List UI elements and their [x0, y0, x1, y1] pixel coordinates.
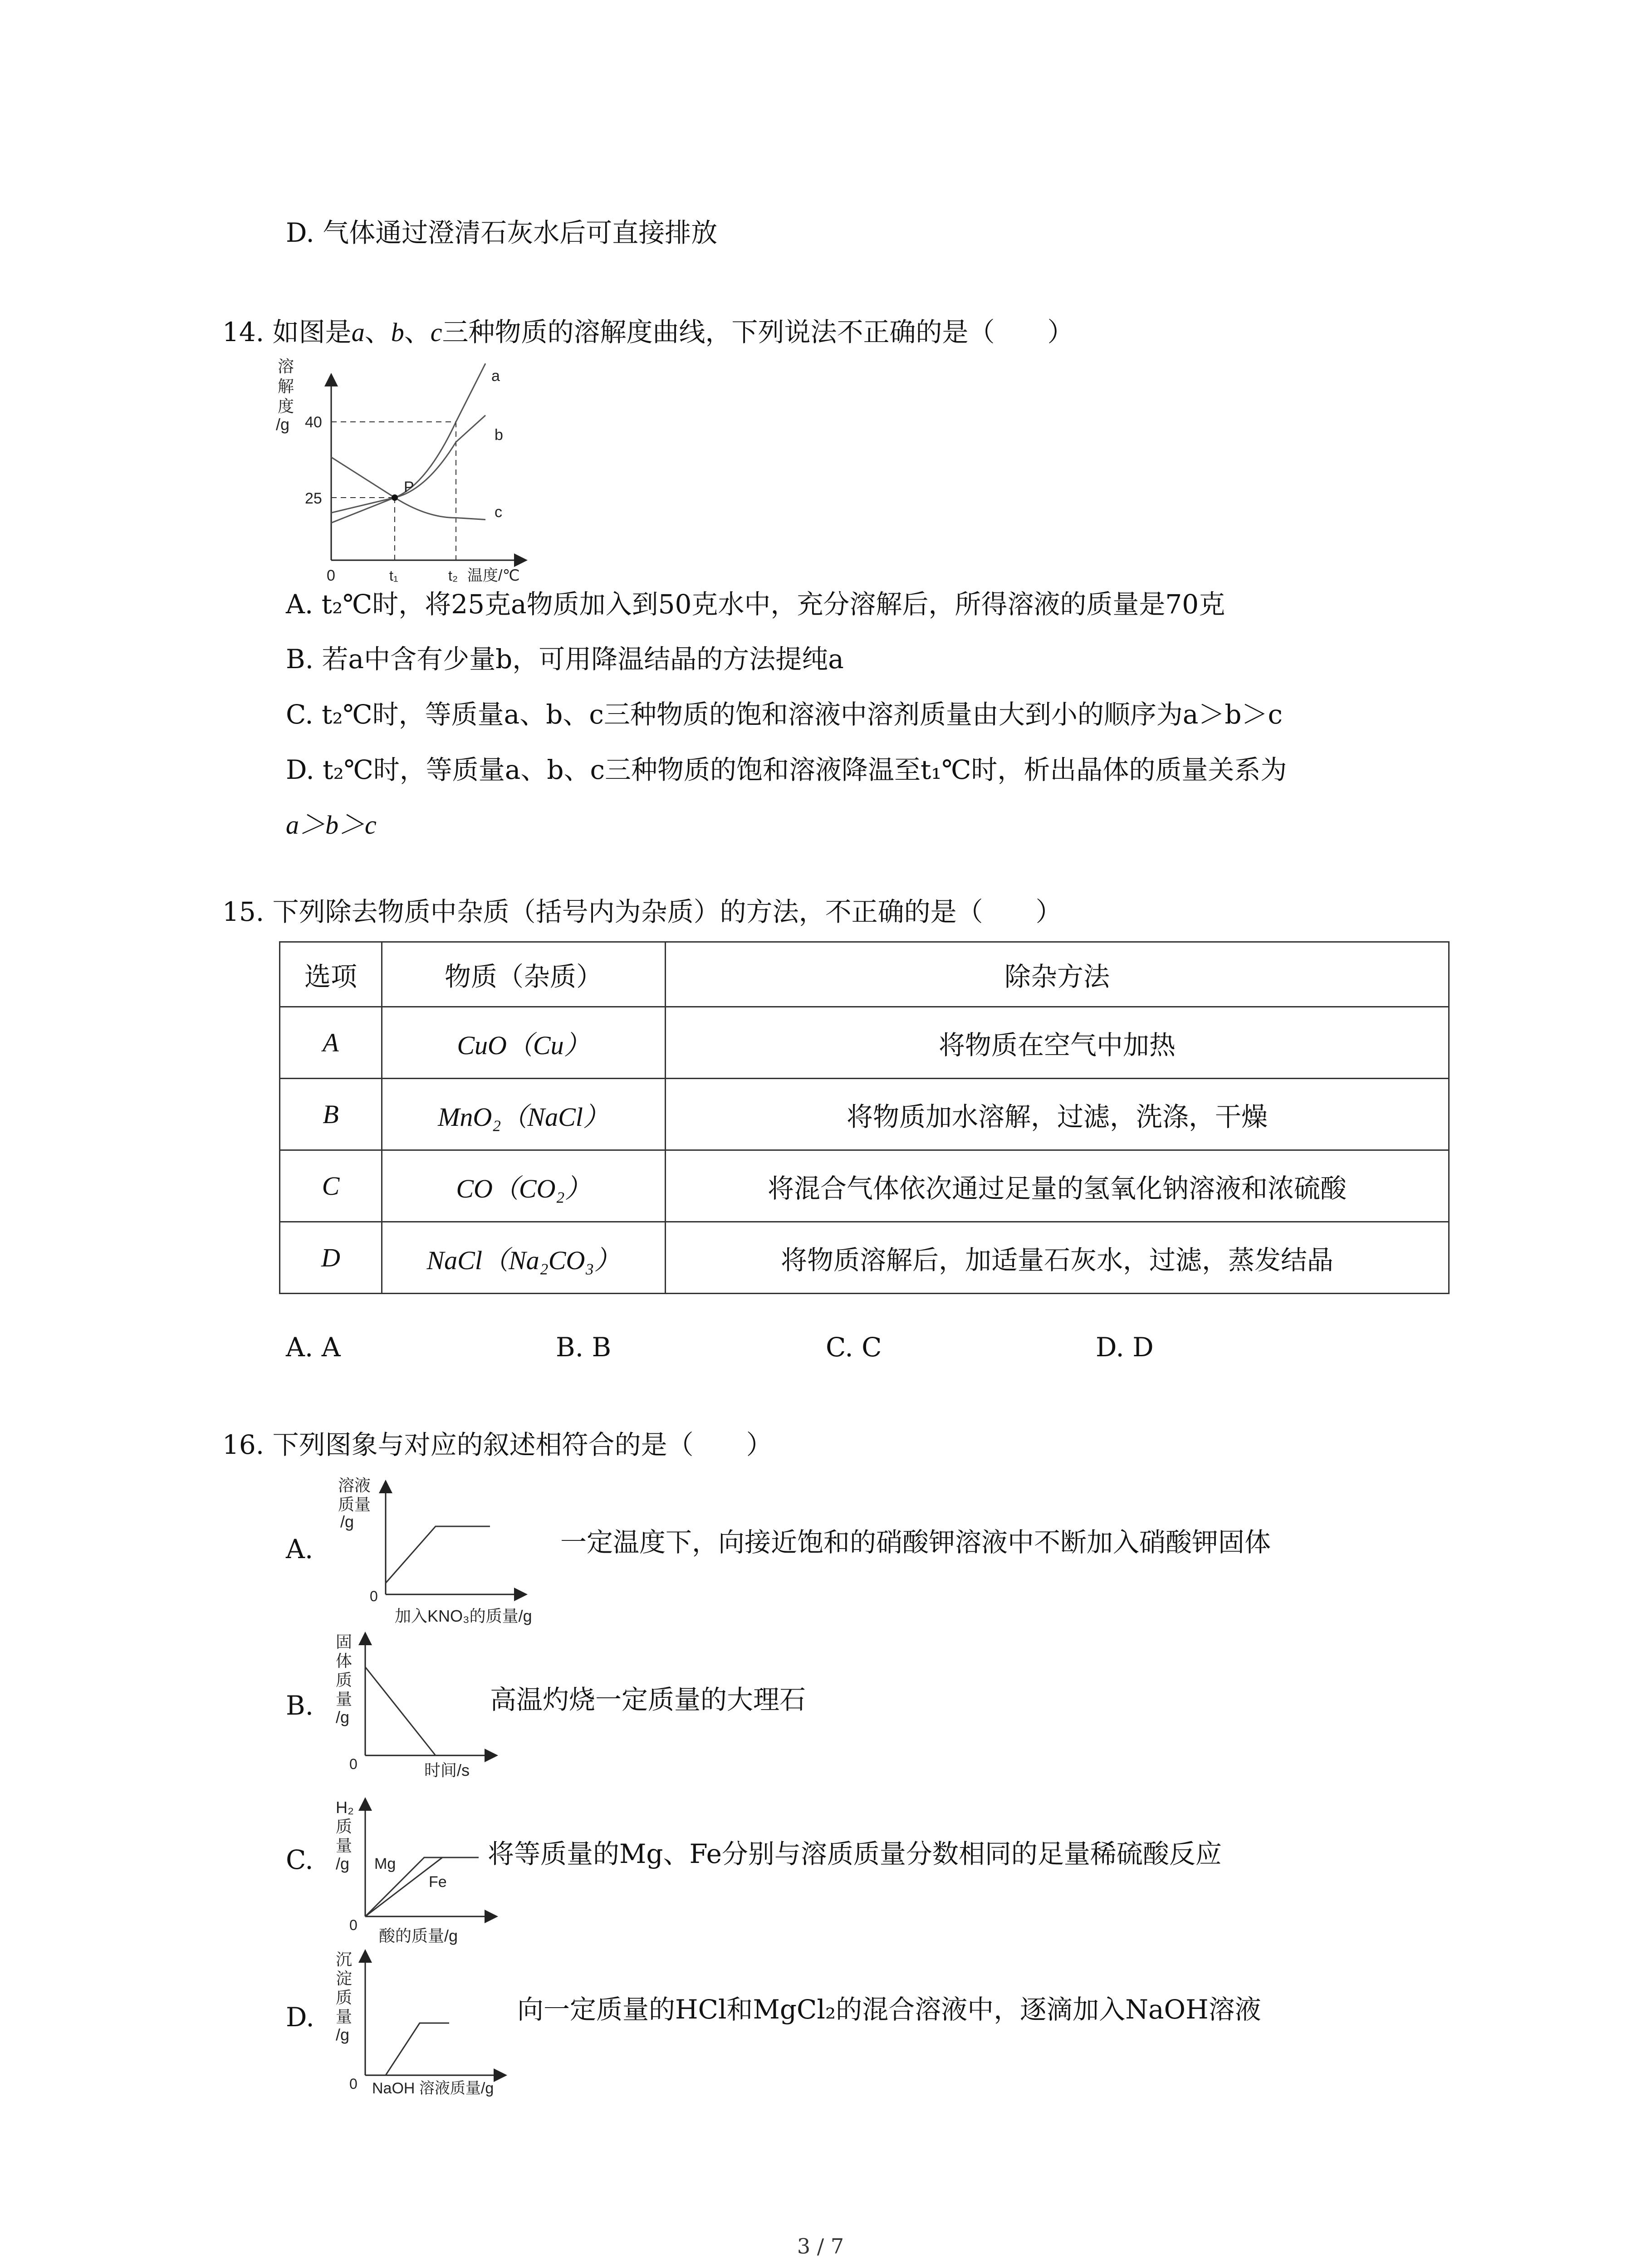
- q14-option-a: A. t₂℃时，将25克a物质加入到50克水中，充分溶解后，所得溶液的质量是70克: [286, 589, 1225, 620]
- q16-b-ylabel: 固体质量/g: [336, 1633, 353, 1726]
- q15-answer-c: C. C: [826, 1332, 882, 1363]
- q15-cell-substance: CuO（Cu）: [382, 1007, 666, 1079]
- q14-series-label-c: c: [495, 503, 502, 521]
- q16-a-origin: 0: [370, 1588, 378, 1604]
- q15-cell-method: 将物质在空气中加热: [666, 1007, 1449, 1079]
- q16-option-a-label: A.: [286, 1534, 314, 1564]
- q16-option-d-label: D.: [286, 2002, 314, 2033]
- q15-cell-substance: NaCl（Na₂CO₃）: [382, 1222, 666, 1294]
- q16-option-d-text: 向一定质量的HCl和MgCl₂的混合溶液中，逐滴加入NaOH溶液: [517, 1994, 1261, 2025]
- q15-cell-option: B: [280, 1079, 382, 1150]
- q14-point-p-label: P: [404, 479, 414, 496]
- q14-curve-a: [331, 363, 485, 523]
- q15-row-c: [280, 1150, 1449, 1222]
- q14-stem: 14. 如图是a、b、c三种物质的溶解度曲线，下列说法不正确的是（ ）: [222, 317, 1074, 347]
- q14-option-d-cont: a＞b＞c: [286, 810, 377, 840]
- q15-row-b: [280, 1079, 1449, 1150]
- q16-d-ylabel: 沉淀质量/g: [336, 1950, 353, 2044]
- q16-a-curve: [386, 1526, 490, 1583]
- q16-d-origin: 0: [349, 2076, 358, 2092]
- q14-ytick-40: 40: [305, 414, 322, 431]
- q16-option-c-text: 将等质量的Mg、Fe分别与溶质质量分数相同的足量稀硫酸反应: [488, 1838, 1222, 1869]
- q15-cell-method: 将物质溶解后，加适量石灰水，过滤，蒸发结晶: [666, 1222, 1449, 1294]
- q16-graph-b: [333, 1628, 515, 1783]
- q15-header-substance: 物质（杂质）: [382, 942, 666, 1007]
- q16-graph-a: [336, 1472, 590, 1635]
- q16-option-b-text: 高温灼烧一定质量的大理石: [490, 1684, 806, 1715]
- q15-cell-option: C: [280, 1150, 382, 1222]
- q14-xtick-t1: t₁: [389, 567, 398, 584]
- q16-graph-d: [333, 1946, 524, 2100]
- q16-stem: 16. 下列图象与对应的叙述相符合的是（ ）: [222, 1429, 773, 1460]
- q14-xtick-0: 0: [327, 567, 335, 584]
- q16-c-ylabel: H₂ 质量/g: [336, 1798, 354, 1873]
- q14-xlabel: 温度/℃: [467, 567, 520, 584]
- q16-b-xlabel: 时间/s: [424, 1761, 470, 1779]
- q14-solubility-chart: [272, 354, 544, 585]
- q15-cell-method: 将混合气体依次通过足量的氢氧化钠溶液和浓硫酸: [666, 1150, 1449, 1222]
- page-number: 3 / 7: [797, 2234, 844, 2258]
- q13-option-d: D. 气体通过澄清石灰水后可直接排放: [286, 217, 718, 248]
- q15-header-row: [280, 942, 1449, 1007]
- q16-d-curve: [386, 2023, 449, 2075]
- q15-row-d: [280, 1222, 1449, 1294]
- q15-header-method: 除杂方法: [666, 942, 1449, 1007]
- q14-option-d: D. t₂℃时，等质量a、b、c三种物质的饱和溶液降温至t₁℃时，析出晶体的质量关系为: [286, 754, 1287, 785]
- q15-cell-substance: CO（CO₂）: [382, 1150, 666, 1222]
- q16-c-label-mg: Mg: [374, 1855, 396, 1872]
- q15-cell-substance: MnO₂（NaCl）: [382, 1079, 666, 1150]
- q16-graph-c: [333, 1794, 515, 1948]
- q15-row-a: [280, 1007, 1449, 1079]
- q15-header-option: 选项: [280, 942, 382, 1007]
- q14-option-c: C. t₂℃时，等质量a、b、c三种物质的饱和溶液中溶剂质量由大到小的顺序为a＞b＞c: [286, 699, 1283, 730]
- q14-point-p: [392, 494, 398, 501]
- q16-c-xlabel: 酸的质量/g: [379, 1926, 458, 1945]
- q15-table: [279, 941, 1450, 1294]
- q16-option-a-text: 一定温度下，向接近饱和的硝酸钾溶液中不断加入硝酸钾固体: [560, 1527, 1271, 1558]
- q14-option-b: B. 若a中含有少量b，可用降温结晶的方法提纯a: [286, 644, 844, 675]
- q14-series-label-a: a: [491, 367, 500, 385]
- q16-c-origin: 0: [349, 1917, 358, 1933]
- q16-b-curve: [365, 1667, 436, 1755]
- q16-c-label-fe: Fe: [429, 1873, 447, 1891]
- q14-series-label-b: b: [495, 426, 503, 444]
- q15-cell-method: 将物质加水溶解，过滤，洗涤，干燥: [666, 1079, 1449, 1150]
- q15-answer-a: A. A: [286, 1332, 341, 1363]
- q14-curves: [331, 363, 485, 523]
- q16-d-xlabel: NaOH 溶液质量/g: [372, 2080, 494, 2097]
- q14-xtick-t2: t₂: [448, 567, 458, 584]
- q16-option-b-label: B.: [286, 1690, 314, 1721]
- q15-cell-option: D: [280, 1222, 382, 1294]
- q14-chart-ylabel: 溶解度/g: [276, 357, 294, 434]
- q14-curve-b: [331, 415, 485, 513]
- q16-a-ylabel: 溶液质量/g: [338, 1476, 371, 1531]
- q16-a-xlabel: 加入KNO₃的质量/g: [395, 1607, 532, 1625]
- q15-answer-b: B. B: [556, 1332, 612, 1363]
- q15-answer-d: D. D: [1096, 1332, 1154, 1363]
- q15-cell-option: A: [280, 1007, 382, 1079]
- q16-option-c-label: C.: [286, 1844, 314, 1875]
- q15-stem: 15. 下列除去物质中杂质（括号内为杂质）的方法，不正确的是（ ）: [222, 896, 1062, 927]
- q14-ytick-25: 25: [305, 490, 322, 507]
- q16-b-origin: 0: [349, 1756, 358, 1772]
